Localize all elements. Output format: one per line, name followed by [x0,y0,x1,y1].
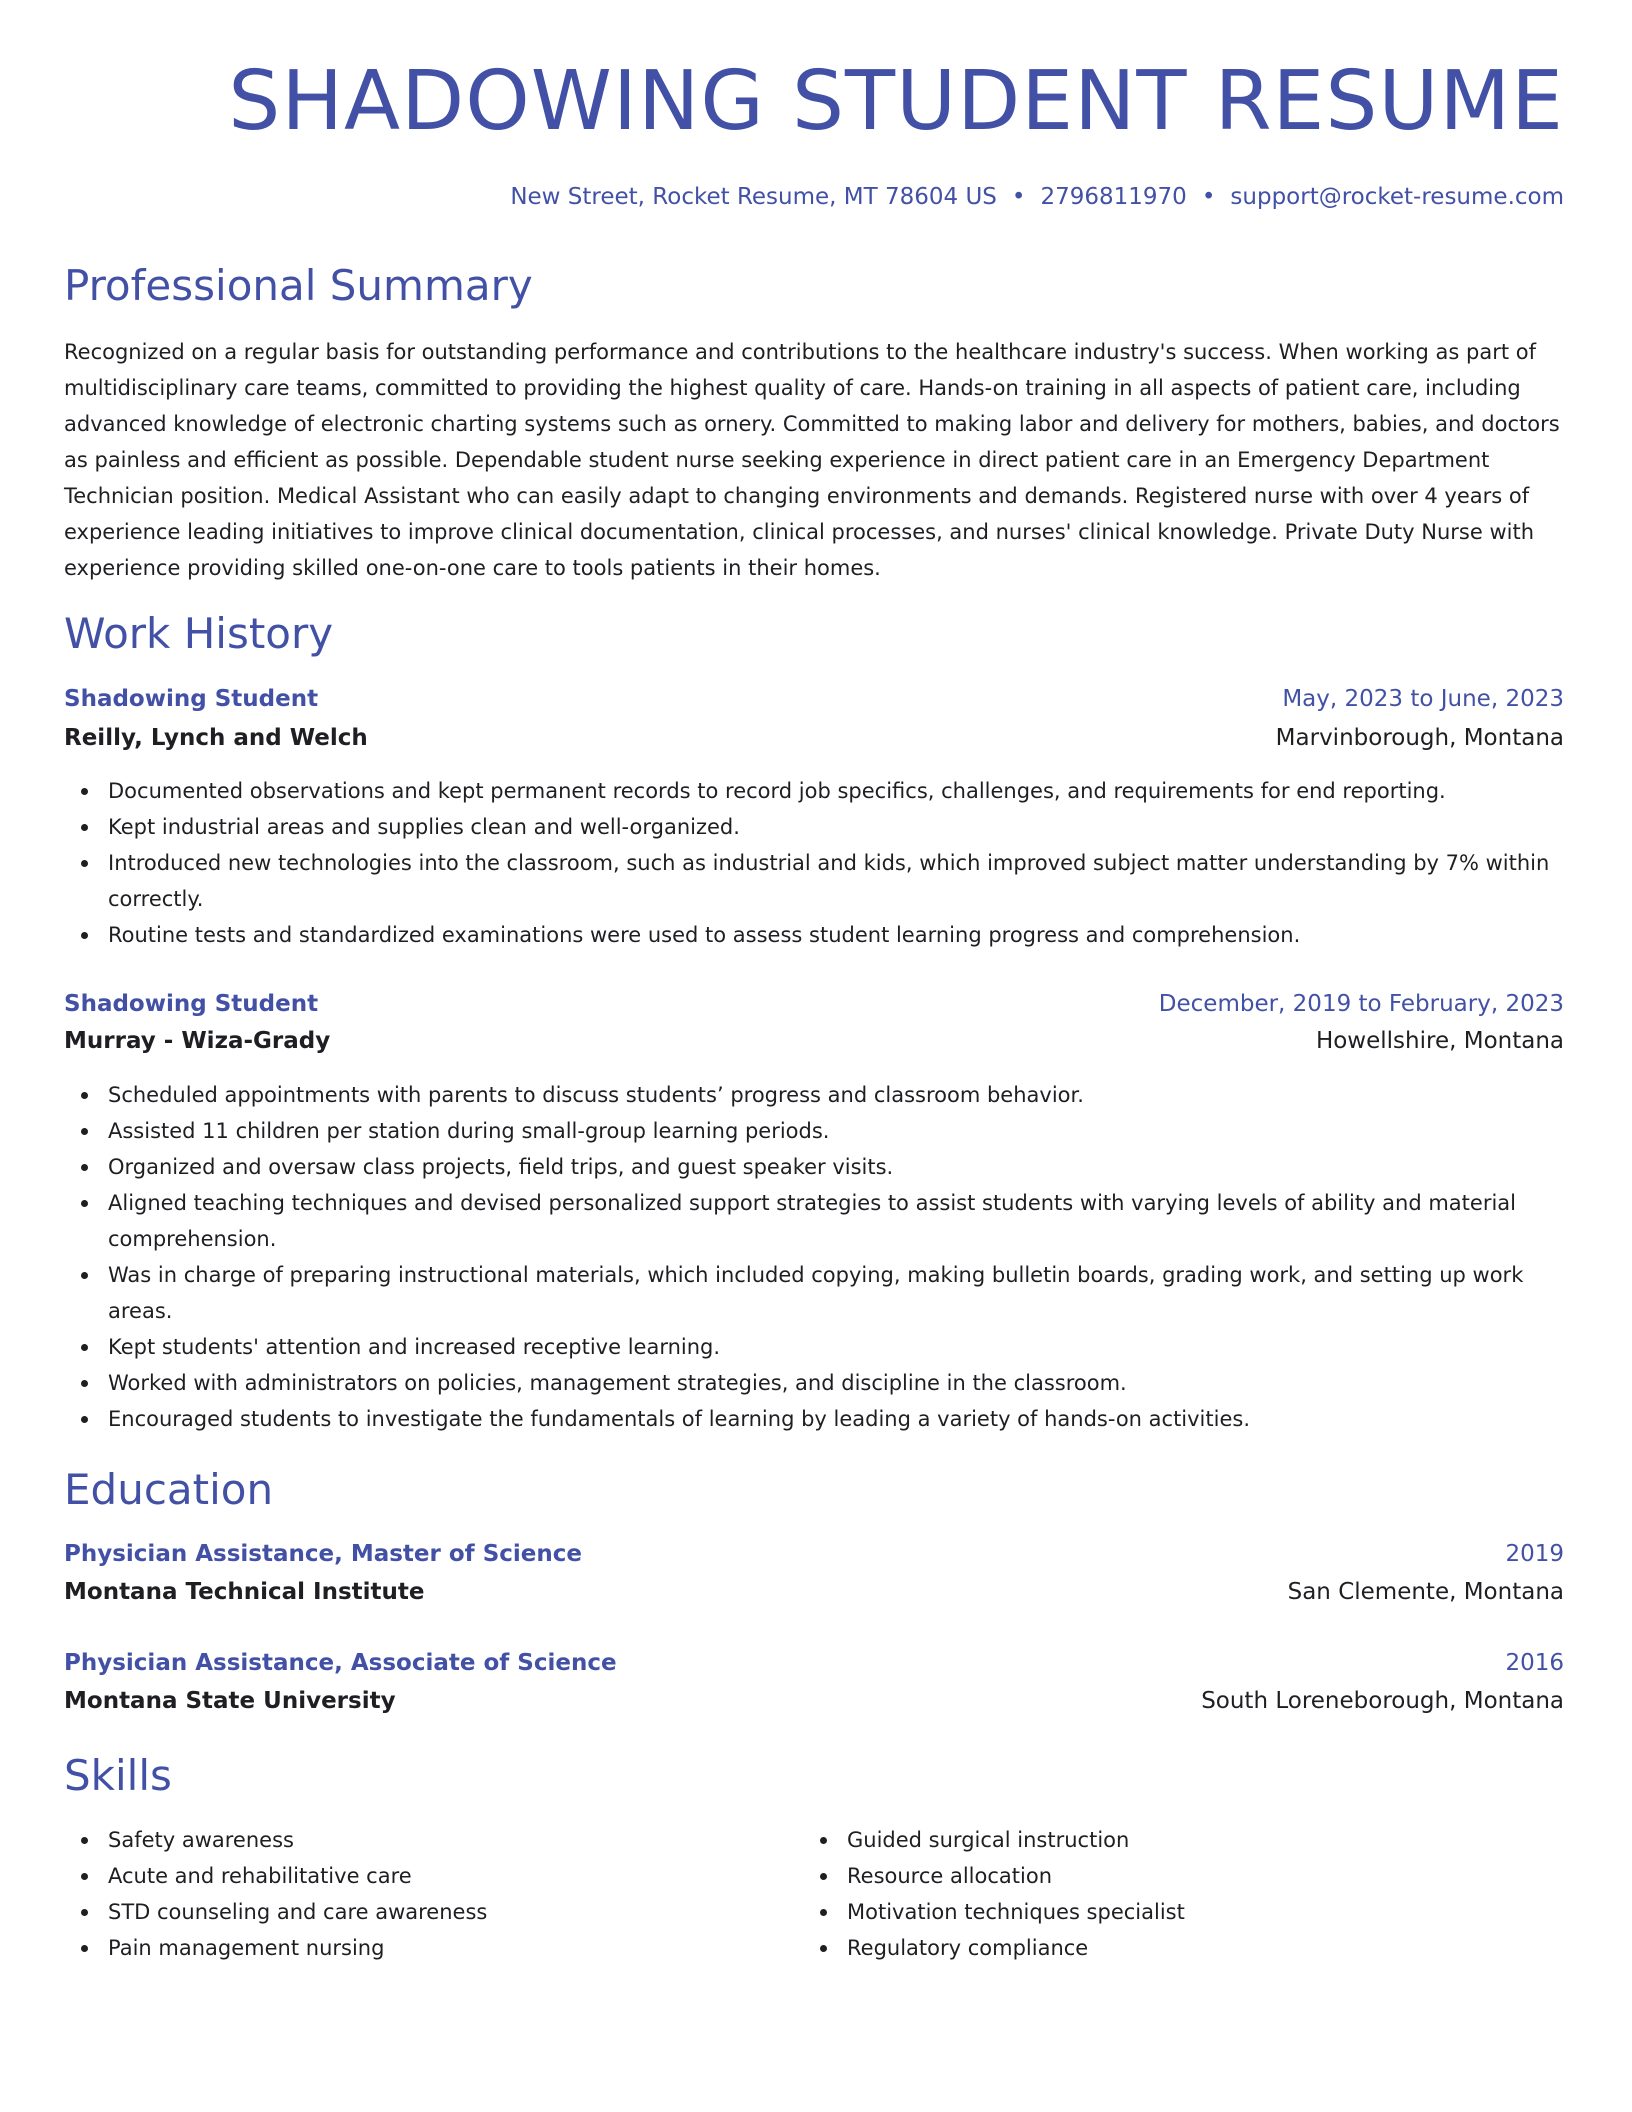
education-school: Montana State University [64,1688,396,1714]
job-company: Reilly, Lynch and Welch [64,725,368,751]
job-bullet: Assisted 11 children per station during small-group learning periods. [64,1113,1564,1149]
contact-email[interactable]: support@rocket-resume.com [1230,184,1564,210]
job-title-row [64,682,1564,716]
summary-heading: Professional Summary [64,261,533,310]
job-bullets [64,773,1564,953]
education-degree: Physician Assistance, Associate of Science [64,1650,617,1676]
job-bullet: Scheduled appointments with parents to discuss students’ progress and classroom behavior. [64,1077,1564,1113]
education-location: South Loreneborough, Montana [1201,1688,1564,1714]
job-bullet: Documented observations and kept permanent records to record job specifics, challenges, and requirements for end reporting. [64,773,1564,809]
skill-item: Safety awareness [64,1822,487,1858]
education-school-row [64,1575,1564,1609]
education-degree: Physician Assistance, Master of Science [64,1541,582,1567]
education-year: 2016 [1505,1650,1564,1676]
education-school: Montana Technical Institute [64,1579,425,1605]
job-bullet: Worked with administrators on policies, management strategies, and discipline in the classroom. [64,1365,1564,1401]
skill-item: STD counseling and care awareness [64,1894,487,1930]
resume-title: SHADOWING STUDENT RESUME [228,54,1564,149]
contact-address: New Street, Rocket Resume, MT 78604 US [510,184,997,210]
job-bullet: Aligned teaching techniques and devised personalized support strategies to assist students with varying levels of ability and material comprehension. [64,1185,1564,1257]
summary-text: Recognized on a regular basis for outstanding performance and contributions to the healthcare industry's success. When working as part of multidisciplinary care teams, committed to providing the highest quality of care. Hands-on training in all aspects of patient care, including advanced knowledge of electronic charting systems such as ornery. Committed to making labor and delivery for mothers, babies, and doctors as painless and efficient as possible. Dependable student nurse seeking experience in direct patient care in an Emergency Department Technician position. Medical Assistant who can easily adapt to changing environments and demands. Registered nurse with over 4 years of experience leading initiatives to improve clinical documentation, clinical processes, and nurses' clinical knowledge. Private Duty Nurse with experience providing skilled one-on-one care to tools patients in their homes. [64,340,1560,580]
job-dates: May, 2023 to June, 2023 [1282,686,1564,712]
job-title: Shadowing Student [64,991,319,1017]
job-bullets [64,1077,1564,1437]
job-bullet: Kept industrial areas and supplies clean and well-organized. [64,809,1564,845]
job-bullet: Was in charge of preparing instructional materials, which included copying, making bulletin boards, grading work, and setting up work areas. [64,1257,1564,1329]
job-company-row [64,1024,1564,1058]
work-history-heading: Work History [64,609,334,658]
education-degree-row [64,1537,1564,1571]
skills-heading: Skills [64,1751,172,1800]
skill-item: Pain management nursing [64,1930,487,1966]
job-company-row [64,721,1564,755]
education-year: 2019 [1505,1541,1564,1567]
skill-item: Regulatory compliance [803,1930,1185,1966]
skill-item: Motivation techniques specialist [803,1894,1185,1930]
skill-item: Guided surgical instruction [803,1822,1185,1858]
skill-item: Acute and rehabilitative care [64,1858,487,1894]
contact-separator: • [1201,184,1216,210]
job-bullet: Introduced new technologies into the classroom, such as industrial and kids, which improved subject matter understanding by 7% within correctly. [64,845,1564,917]
job-location: Marvinborough, Montana [1275,725,1564,751]
education-location: San Clemente, Montana [1287,1579,1564,1605]
contact-line [510,180,1564,214]
skills-list-left [64,1822,487,1966]
job-bullet: Kept students' attention and increased receptive learning. [64,1329,1564,1365]
job-bullet: Routine tests and standardized examinations were used to assess student learning progress and comprehension. [64,917,1564,953]
contact-separator: • [1011,184,1026,210]
job-dates: December, 2019 to February, 2023 [1158,991,1564,1017]
skill-item: Resource allocation [803,1858,1185,1894]
education-heading: Education [64,1465,274,1514]
job-bullet: Encouraged students to investigate the fundamentals of learning by leading a variety of hands-on activities. [64,1401,1564,1437]
job-bullet: Organized and oversaw class projects, field trips, and guest speaker visits. [64,1149,1564,1185]
job-location: Howellshire, Montana [1315,1028,1564,1054]
job-title: Shadowing Student [64,686,319,712]
education-degree-row [64,1646,1564,1680]
skills-list-right [803,1822,1185,1966]
job-company: Murray - Wiza-Grady [64,1028,331,1054]
education-school-row [64,1684,1564,1718]
contact-phone[interactable]: 2796811970 [1040,184,1187,210]
job-title-row [64,987,1564,1021]
